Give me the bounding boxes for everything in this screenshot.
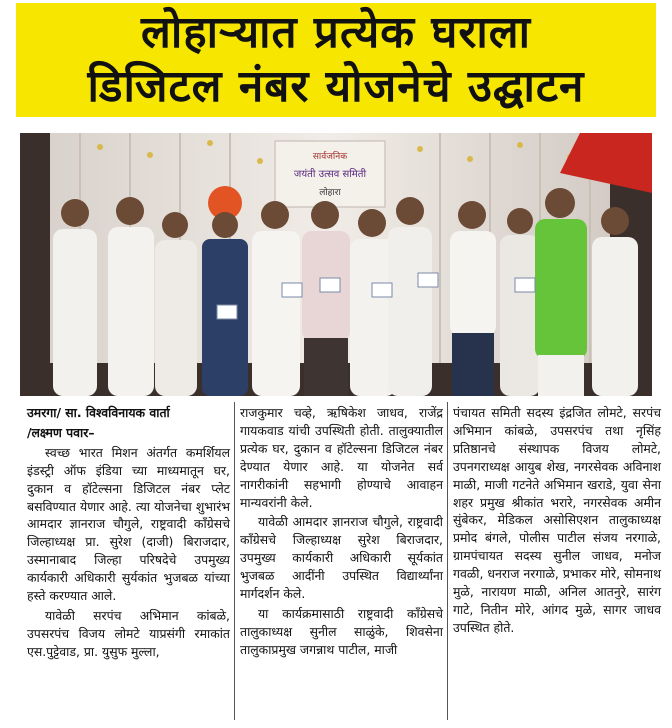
byline-reporter: /लक्ष्मण पवार– — [27, 424, 95, 440]
banner-title: सार्वजनिक — [312, 152, 348, 162]
article-paragraph: यावेळी सरपंच अभिमान कांबळे, उपसरपंच विजय लोमटे याप्रसंगी रमाकांत एस.पुट्टेवाड, प्रा. युसुफ मुल्ला, — [27, 607, 230, 659]
headline-banner — [16, 3, 656, 117]
banner-sub: लोहारा — [319, 188, 341, 198]
article-paragraph: राजकुमार चव्हे, ऋषिकेश जाधव, राजेंद्र गायकवाड यांची उपस्थिती होती. तालुक्यातील प्रत्येक घर, दुकान व हॉटेल्सना डिजिटल नंबर देण्यात येणार आहे. या योजनेत सर्व नागरीकांनी सहभागी होण्याचे आवाहन मान्यवरांनी केले. — [240, 405, 443, 510]
headline-line-1: लोहाऱ्यात प्रत्येक घराला — [141, 7, 531, 58]
column-divider — [234, 402, 235, 720]
article-column-2 — [240, 404, 443, 659]
article-column-3 — [453, 404, 661, 637]
article-paragraph: या कार्यक्रमासाठी राष्ट्रवादी काँग्रेसचे तालुकाध्यक्ष सुनील साळुंके, शिवसेना तालुकाप्रमुख जगन्नाथ पाटील, माजी — [240, 605, 443, 657]
news-photo — [20, 133, 652, 396]
article-column-1 — [27, 404, 230, 661]
article-paragraph: यावेळी आमदार ज्ञानराज चौगुले, राष्ट्रवादी काँग्रेसचे जिल्हाध्यक्ष सुरेश बिराजदार, उपमुख्य कार्यकारी अधिकारी सूर्यकांत भुजबळ आदींनी उपस्थित विद्यार्थ्यांना मार्गदर्शन केले. — [240, 514, 443, 602]
article-paragraph: स्वच्छ भारत मिशन अंतर्गत कमर्शियल इंडस्ट्री ऑफ इंडिया च्या माध्यमातून घर, दुकान व हॉटेल्सना डिजिटल नंबर प्लेट बसविण्यात येणार आहे. त्या योजनेचा शुभारंभ आमदार ज्ञानराज चौगुले, राष्ट्रवादी काँग्रेसचे जिल्हाध्यक्ष प्रा. सुरेश (दाजी) बिराजदार, उस्मानाबाद जिल्हा परिषदेचे उपमुख्य कार्यकारी अधिकारी सुर्यकांत भुजबळ यांच्या हस्ते करण्यात आले. — [27, 444, 230, 604]
byline-location: उमरगा/ सा. विश्वविनायक वार्ता — [27, 405, 170, 420]
banner-line: जयंती उत्सव समिती — [293, 169, 367, 180]
column-divider — [447, 402, 448, 720]
article-paragraph: पंचायत समिती सदस्य इंद्रजित लोमटे, सरपंच अभिमान कांबळे, उपसरपंच तथा नृसिंह प्रतिष्ठानचे संस्थापक विजय लोमटे, उपनगराध्यक्ष आयुब शेख, नगरसेवक अविनाश माळी, माजी गटनेते अभिमान खराडे, युवा सेना शहर प्रमुख श्रीकांत भरारे, नगरसेवक अमीन सुंबेकर, मेडिकल असोसिएशन तालुकाध्यक्ष प्रमोद बंगले, पोलीस पाटील संजय नरगाळे, ग्रामपंचायत सदस्य सुनील जाधव, मनोज गवळी, धनराज नरगाळे, प्रभाकर मोरे, सोमनाथ मुळे, नारायण माळी, अनिल आतनुरे, सारंग गाटे, नितीन मोरे, आंगद मुळे, सागर जाधव उपस्थित होते. — [453, 405, 661, 635]
headline-line-2: डिजिटल नंबर योजनेचे उद्घाटन — [87, 61, 585, 112]
